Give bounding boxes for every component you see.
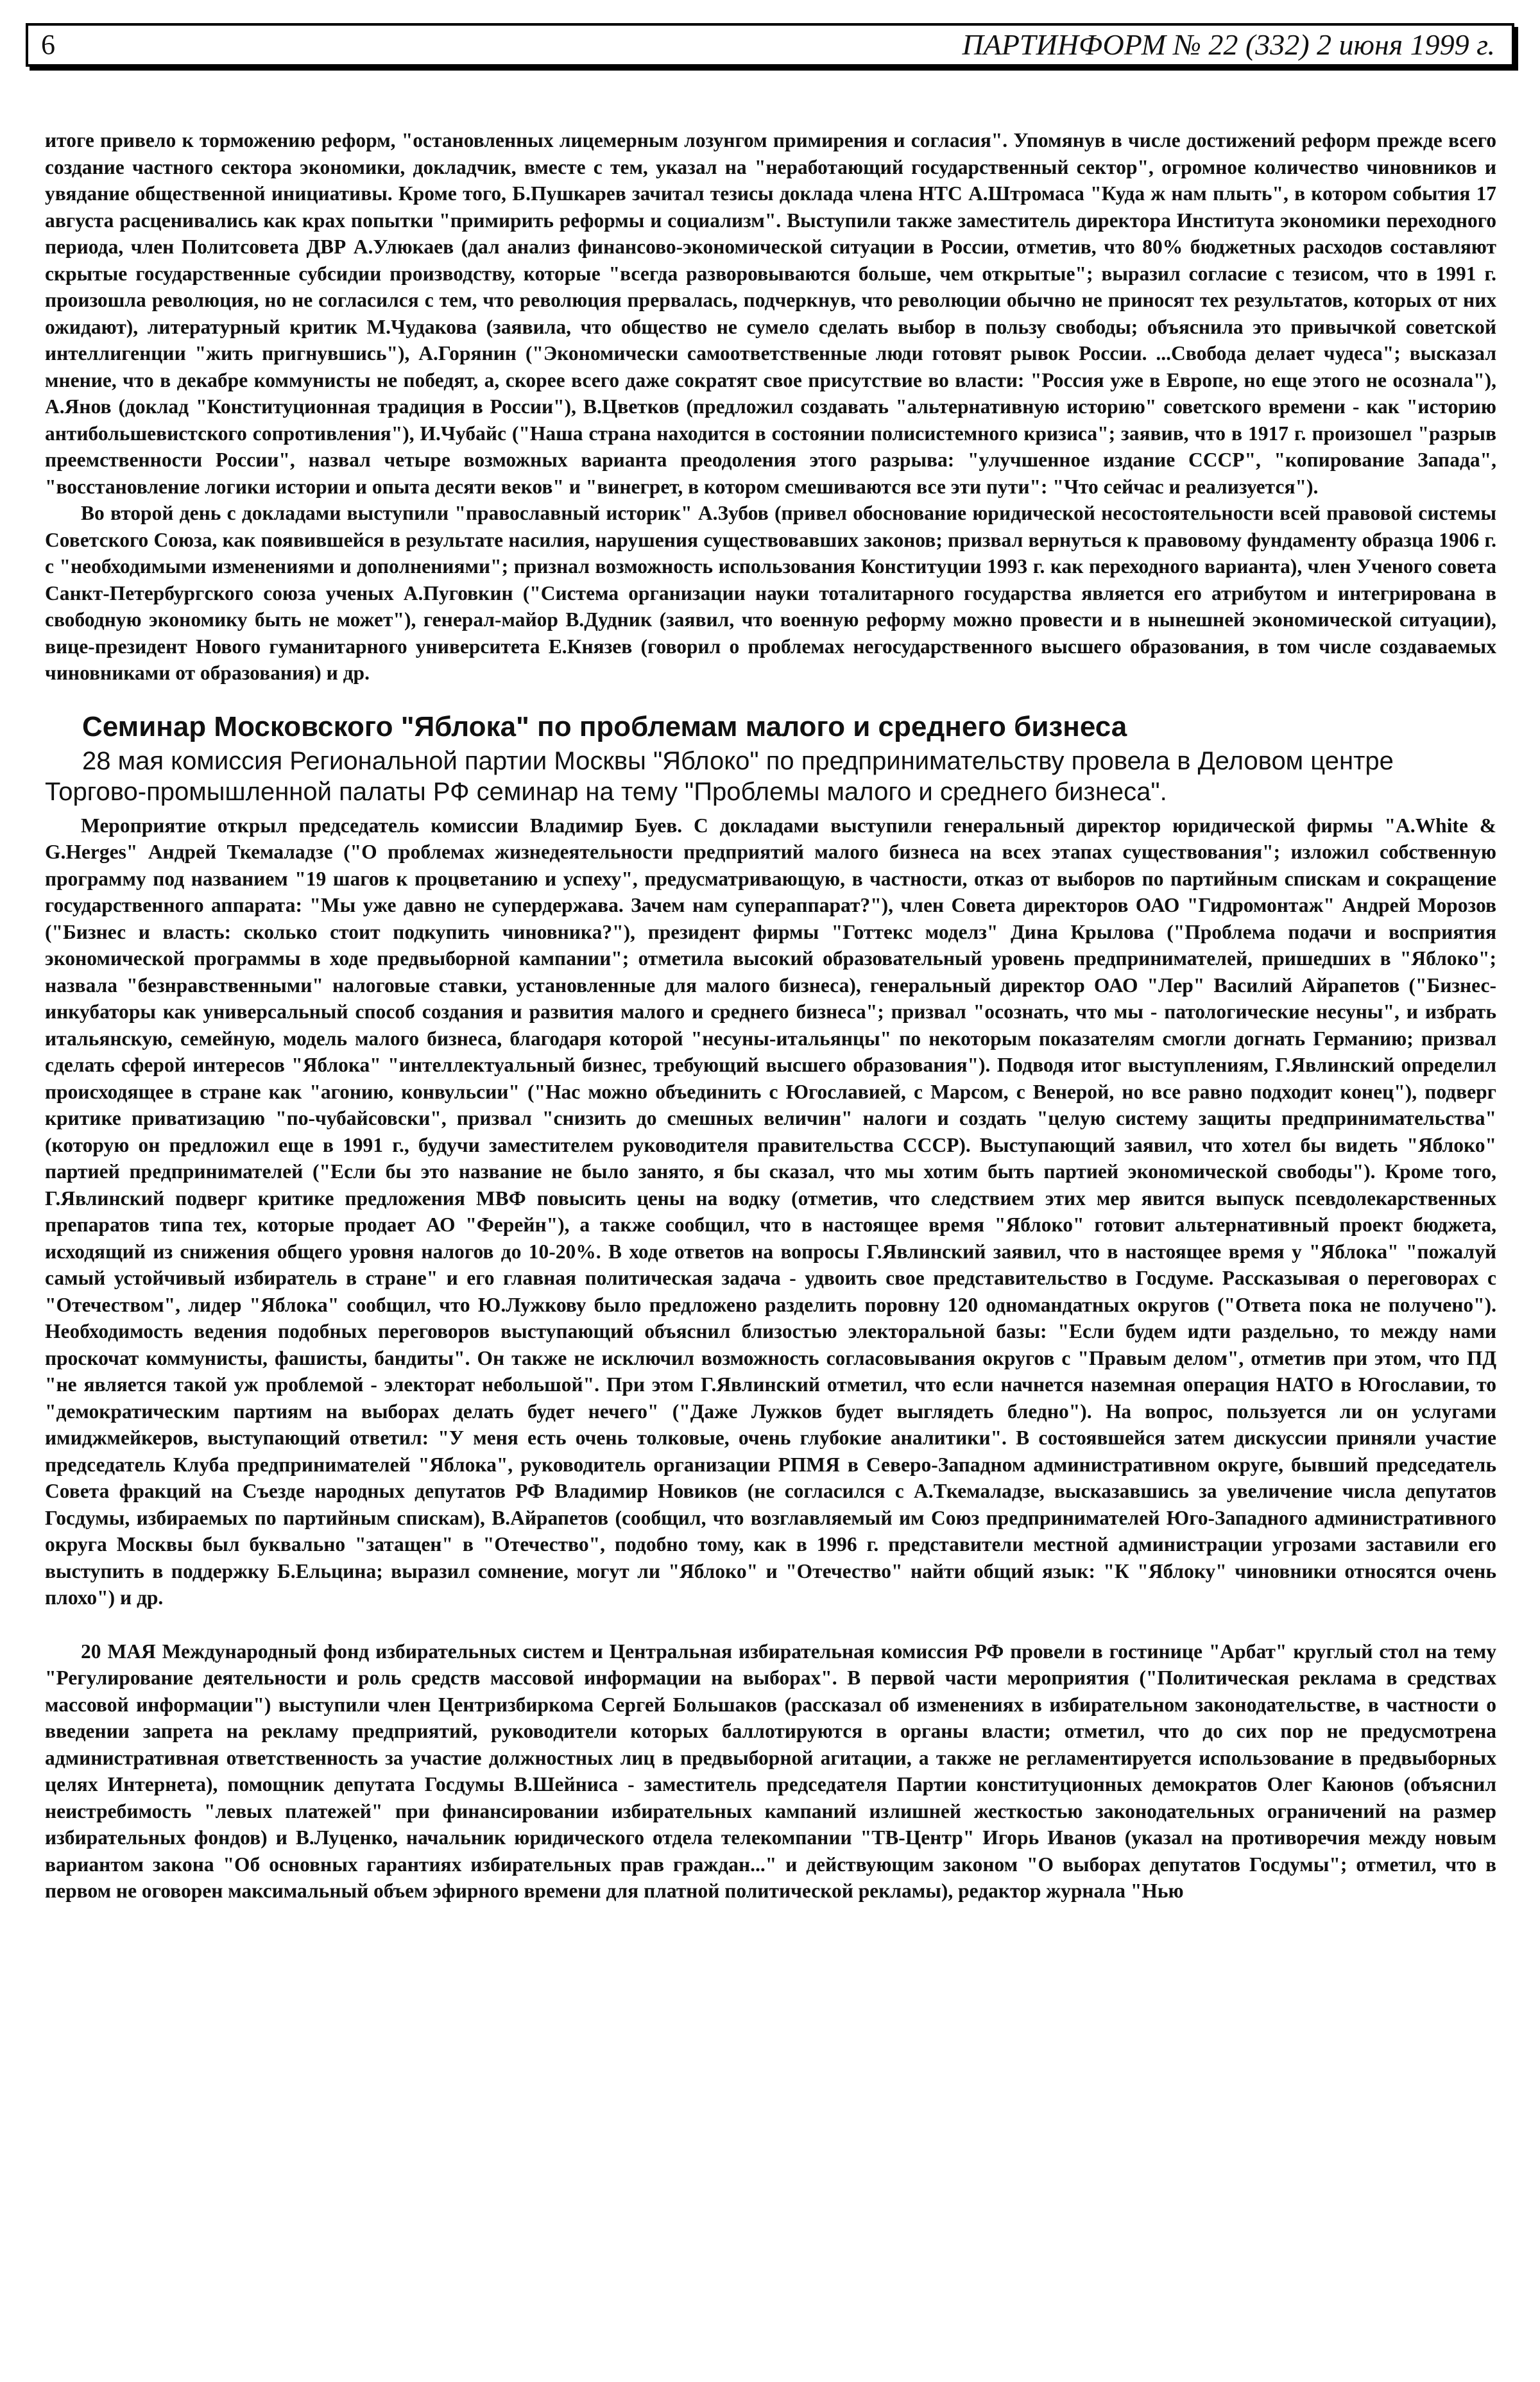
page-number: 6 [41, 29, 55, 60]
newspaper-page [26, 23, 1514, 2359]
article-paragraph: Во второй день с докладами выступили "православный историк" А.Зубов (привел обоснование юридической несостоятельности всей правовой системы Советского Союза, как появившейся в результате насилия, нарушения существовавших законов; призвал вернуться к правовому фундаменту образца 1906 г. с "необходимыми изменениями и дополнениями"; признал возможность использования Конституции 1993 г. как переходного варианта), член Ученого совета Санкт-Петербургского союза ученых А.Пуговкин ("Система организации науки тоталитарного государства является его атрибутом и интегрирована в свободную экономику быть не может"), генерал-майор В.Дудник (заявил, что военную реформу можно провести и в нынешней экономической ситуации), вице-президент Нового гуманитарного университета Е.Князев (говорил о проблемах негосударственного высшего образования, в том числе создаваемых чиновниками от образования) и др. [45, 502, 1496, 684]
article-title: Семинар Московского "Яблока" по проблемам малого и среднего бизнеса [82, 710, 1127, 742]
article-paragraph: итоге привело к торможению реформ, "остановленных лицемерным лозунгом примирения и согласия". Упомянув в числе достижений реформ прежде всего создание частного сектора экономики, докладчик, вместе с тем, указал на "неработающий государственный сектор", огромное количество чиновников и увядание общественной инициативы. Кроме того, Б.Пушкарев зачитал тезисы доклада члена НТС А.Штромаса "Куда ж нам плыть", в котором события 17 августа расценивались как крах попытки "примирить реформы и социализм". Выступили также заместитель директора Института экономики переходного периода, член Политсовета ДВР А.Улюкаев (дал анализ финансово-экономической ситуации в России, отметив, что 80% бюджетных расходов составляют скрытые государственные субсидии производству, которые "всегда разворовываются больше, чем открытые"; выразил согласие с тезисом, что в 1991 г. произошла революция, но не согласился с тем, что революция прервалась, подчеркнув, что революции обычно не приносят тех результатов, которых от них ожидают), литературный критик М.Чудакова (заявила, что общество не сумело сделать выбор в пользу свободы; объяснила это привычкой советской интеллигенции "жить пригнувшись"), А.Горянин ("Экономически самоответственные люди готовят рывок России. ...Свобода делает чудеса"; высказал мнение, что в декабре коммунисты не победят, а, скорее всего даже сократят свое присутствие во власти: "Россия уже в Европе, но еще этого не осознала"), А.Янов (доклад "Конституционная традиция в России"), В.Цветков (предложил создавать "альтернативную историю" советского времени - как "историю антибольшевистского сопротивления"), И.Чубайс ("Наша страна находится в состоянии полисистемного кризиса"; заявив, что в 1917 г. произошел "разрыв преемственности России", назвал четыре возможных варианта преодоления этого разрыва: "улучшенное издание СССР", "копирование Запада", "восстановление логики истории и опыта десяти веков" и "винегрет, в котором смешиваются все эти пути": "Что сейчас и реализуется"). [45, 129, 1496, 498]
article-yabloko-seminar [45, 711, 1496, 1611]
article-conference-continued [45, 127, 1496, 687]
page-header [26, 23, 1514, 67]
page-content [45, 127, 1496, 1905]
article-paragraph: Мероприятие открыл председатель комиссии Владимир Буев. С докладами выступили генеральный директор юридической фирмы "A.White & G.Herges" Андрей Ткемаладзе ("О проблемах жизнедеятельности предприятий малого бизнеса на всех этапах существования"; изложил собственную программу под названием "19 шагов к процветанию и успеху", предусматривающую, в частности, отказ от выборов по партийным спискам и сокращение государственного аппарата: "Мы уже давно не супердержава. Зачем нам суперaппарат?"), член Совета директоров ОАО "Гидромонтаж" Андрей Морозов ("Бизнес и власть: сколько стоит подкупить чиновника?"), президент фирмы "Готтекс моделз" Дина Крылова ("Проблема подачи и восприятия экономической программы в ходе предвыборной кампании"; отметила высокий образовательный уровень предпринимателей, пришедших в "Яблоко"; назвала "безнравственными" налоговые ставки, установленные для малого бизнеса), генеральный директор ОАО "Лер" Василий Айрапетов ("Бизнес-инкубаторы как универсальный способ создания и развития малого и среднего бизнеса"; призвал "осознать, что мы - патологические несуны", и избрать итальянскую, семейную, модель малого бизнеса, благодаря которой "несуны-итальянцы" по некоторым показателям смогли догнать Германию; призвал сделать сферой интересов "Яблока" "интеллектуальный бизнес, требующий высшего образования"). Подводя итог выступлениям, Г.Явлинский определил происходящее в стране как "агонию, конвульсии" ("Нас можно объединить с Югославией, с Марсом, с Венерой, но все равно подходит конец"), подверг критике приватизацию "по-чубайсовски", призвал "снизить до смешных величин" налоги и создать "целую систему защиты предпринимательства" (которую он предложил еще в 1991 г., будучи заместителем руководителя правительства СССР). Выступающий заявил, что хотел бы видеть "Яблоко" партией предпринимателей ("Если бы это название не было занято, я бы сказал, что мы хотим быть партией экономической свободы"). Кроме того, Г.Явлинский подверг критике предложения МВФ повысить цены на водку (отметив, что следствием этих мер явится выпуск псевдолекарственных препаратов типа тех, которые продает АО "Ферейн"), а также сообщил, что в настоящее время "Яблоко" готовит альтернативный проект бюджета, исходящий из снижения общего уровня налогов до 10-20%. В ходе ответов на вопросы Г.Явлинский заявил, что в настоящее время у "Яблока" "пожалуй самый устойчивый избиратель в стране" и его главная политическая задача - удвоить свое представительство в Госдуме. Рассказывая о переговорах с "Отечеством", лидер "Яблока" сообщил, что Ю.Лужкову было предложено разделить поровну 120 одномандатных округов ("Ответа пока не получено"). Необходимость ведения подобных переговоров выступающий объяснил близостью электоральной базы: "Если будем идти раздельно, то между нами проскочат коммунисты, фашисты, бандиты". Он также не исключил возможность согласовывания округов с "Правым делом", отметив при этом, что ПД "не является такой уж проблемой - электорат небольшой". При этом Г.Явлинский отметил, что если начнется наземная операция НАТО в Югославии, то "демократическим партиям на выборах делать будет нечего" ("Даже Лужков будет выглядеть бледно"). На вопрос, пользуется ли он услугами имиджмейкеров, выступающий ответил: "У меня есть очень толковые, очень глубокие аналитики". В состоявшейся затем дискуссии приняли участие председатель Клуба предпринимателей "Яблока", руководитель организации РПМЯ в Северо-Западном административном округе, бывший председатель Совета фракций на Съезде народных депутатов РФ Владимир Новиков (не согласился с А.Ткемаладзе, высказавшись за увеличение числа депутатов Госдумы, избираемых по партийным спискам), В.Айрапетов (сообщил, что возглавляемый им Союз предпринимателей Юго-Западного административного округа Москвы был буквально "затащен" в "Отечество", подобно тому, как в 1996 г. представители местной администрации угрозами заставили его выступить в поддержку Б.Ельцина; выразил сомнение, могут ли "Яблоко" и "Отечество" найти общий язык: "К "Яблоку" чиновники относятся очень плохо") и др. [45, 814, 1496, 1609]
article-lead: 28 мая комиссия Региональной партии Москвы "Яблоко" по предпринимательству провела в Деловом центре Торгово-промышленной палаты РФ семинар на тему "Проблемы малого и среднего бизнеса". [45, 746, 1394, 806]
publication-info: ПАРТИНФОРМ № 22 (332) 2 июня 1999 г. [962, 28, 1495, 61]
article-round-table [45, 1638, 1496, 1905]
article-paragraph: 20 МАЯ Международный фонд избирательных систем и Центральная избирательная комиссия РФ провели в гостинице "Арбат" круглый стол на тему "Регулирование деятельности и роль средств массовой информации на выборах". В первой части мероприятия ("Политическая реклама в средствах массовой информации") выступили член Центризбиркома Сергей Большаков (рассказал об изменениях в избирательном законодательстве, в частности о введении запрета на рекламу предприятий, руководители которых баллотируются в органы власти; отметил, что до сих пор не предусмотрена административная ответственность за участие должностных лиц в предвыборной агитации, а также не регламентируется использование в предвыборных целях Интернета), помощник депутата Госдумы В.Шейниса - заместитель председателя Партии конституционных демократов Олег Каюнов (объяснил неистребимость "левых платежей" при финансировании избирательных кампаний излишней жесткостью законодательных ограничений на размер избирательных фондов) и В.Луценко, начальник юридического отдела телекомпании "ТВ-Центр" Игорь Иванов (указал на противоречия между новым вариантом закона "Об основных гарантиях избирательных прав граждан..." и действующим законом "О выборах депутатов Госдумы"; отметил, что в первом не оговорен максимальный объем эфирного времени для платной политической рекламы), редактор журнала "Нью [45, 1640, 1496, 1902]
article-separator [45, 1611, 1496, 1638]
